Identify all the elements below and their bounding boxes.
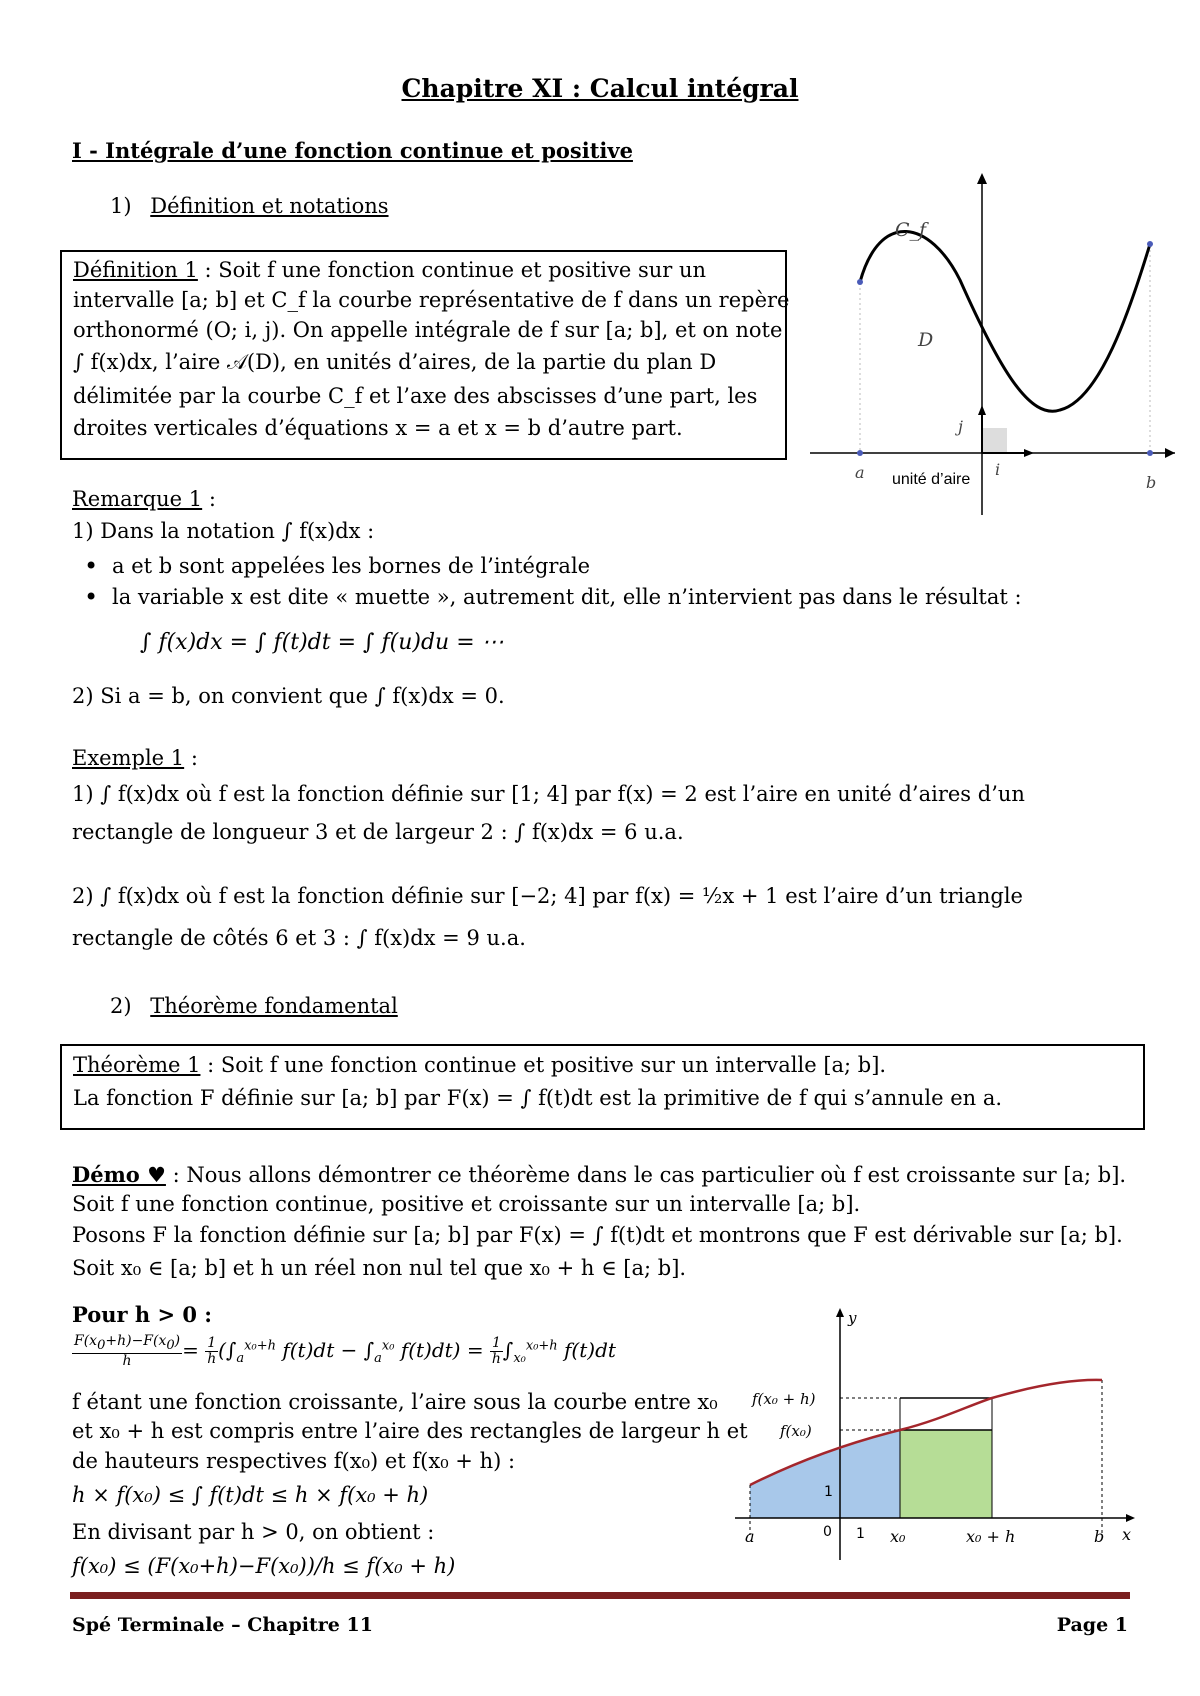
definition-box	[60, 250, 790, 460]
demo-p3: de hauteurs respectives f(x₀) et f(x₀ + h) :	[72, 1449, 516, 1473]
i-label: i	[995, 460, 1001, 479]
exemple-label: Exemple 1	[72, 746, 185, 770]
theorem-box	[60, 1044, 1145, 1130]
exemple-line-4: rectangle de côtés 6 et 3 : ∫ f(x)dx = 9 u.a.	[72, 926, 526, 950]
x-label: x	[1122, 1525, 1132, 1544]
cf-label: C_f	[895, 219, 927, 241]
subsection-number: 1)	[110, 194, 132, 218]
point-a	[857, 450, 863, 456]
subsection-title: Théorème fondamental	[150, 994, 398, 1018]
b-label: b	[1094, 1527, 1105, 1546]
x0-label: x₀	[890, 1527, 906, 1546]
exemple-line-1: 1) ∫ f(x)dx où f est la fonction définie sur [1; 4] par f(x) = 2 est l’aire en unité d’aires d’un	[72, 782, 1025, 806]
demo-line-4: Soit x₀ ∈ [a; b] et h un réel non nul tel que x₀ + h ∈ [a; b].	[72, 1256, 687, 1280]
demo-p1: f étant une fonction croissante, l’aire sous la courbe entre x₀	[72, 1390, 718, 1414]
pour-h-heading: Pour h > 0 :	[72, 1302, 213, 1327]
fxh-label: f(x₀ + h)	[752, 1390, 816, 1408]
subsection-1	[110, 194, 389, 218]
vector-j-arrow	[978, 405, 986, 415]
muette-formula: ∫ f(x)dx = ∫ f(t)dt = ∫ f(u)du = ⋯	[140, 630, 504, 655]
subsection-number: 2)	[110, 994, 132, 1018]
definition-label: Définition 1	[73, 258, 198, 282]
footer-left: Spé Terminale – Chapitre 11	[72, 1614, 373, 1636]
demo-line-3: Posons F la fonction définie sur [a; b] par F(x) = ∫ f(t)dt et montrons que F est dérivable sur [a; b].	[72, 1223, 1123, 1247]
demo-p5: En divisant par h > 0, on obtient :	[72, 1520, 435, 1544]
theorem-label: Théorème 1	[73, 1053, 201, 1077]
definition-figure	[800, 170, 1180, 520]
footer-page: Page 1	[1056, 1614, 1128, 1636]
demo-p4: h × f(x₀) ≤ ∫ f(t)dt ≤ h × f(x₀ + h)	[72, 1483, 429, 1507]
x-axis-arrow	[1126, 1514, 1135, 1522]
point-b-curve	[1147, 241, 1153, 247]
definition-line-4: ∫ f(x)dx, l’aire 𝒜(D), en unités d’aires, de la partie du plan D	[73, 350, 717, 374]
demo-label: Démo ♥	[72, 1162, 166, 1187]
definition-line-3: orthonormé (O; i, j). On appelle intégrale de f sur [a; b], et on note	[73, 318, 783, 342]
remarque-line-1: 1) Dans la notation ∫ f(x)dx :	[72, 519, 375, 543]
demo-line-1: : Nous allons démontrer ce théorème dans le cas particulier où f est croissante sur [a; b].	[165, 1163, 1127, 1187]
exemple-line-3: 2) ∫ f(x)dx où f est la fonction définie sur [−2; 4] par f(x) = ½x + 1 est l’aire d’un triangle	[72, 884, 1023, 908]
definition-line-5: délimitée par la courbe C_f et l’axe des abscisses d’une part, les	[73, 384, 758, 408]
vector-i-arrow	[1024, 449, 1034, 457]
theorem-line-2: La fonction F définie sur [a; b] par F(x) = ∫ f(t)dt est la primitive de f qui s’annule en a.	[73, 1086, 1003, 1110]
theorem-line	[73, 1053, 886, 1077]
page-title: Chapitre XI : Calcul intégral	[401, 74, 799, 103]
demo-p2: et x₀ + h est compris entre l’aire des rectangles de largeur h et	[72, 1419, 748, 1443]
y-axis-arrow	[977, 173, 987, 184]
definition-line	[73, 258, 706, 282]
a-label: a	[745, 1527, 755, 1546]
exemple-heading: Exemple 1 :	[72, 746, 198, 770]
definition-line-6: droites verticales d’équations x = a et x = b d’autre part.	[73, 416, 683, 440]
remarque-label: Remarque 1	[72, 487, 203, 511]
fx0-label: f(x₀)	[780, 1422, 812, 1440]
list-item: • a et b sont appelées les bornes de l’intégrale	[112, 554, 1022, 585]
exemple-line-2: rectangle de longueur 3 et de largeur 2 : ∫ f(x)dx = 6 u.a.	[72, 820, 684, 844]
point-b	[1147, 450, 1153, 456]
list-item: • la variable x est dite « muette », autrement dit, elle n’intervient pas dans le résultat :	[112, 585, 1022, 616]
unit-label: unité d’aire	[892, 471, 971, 488]
subsection-title: Définition et notations	[150, 194, 389, 218]
point-a-curve	[857, 279, 863, 285]
theorem-line-1: : Soit f une fonction continue et positive sur un intervalle [a; b].	[200, 1053, 887, 1077]
demo-line	[72, 1162, 1126, 1187]
subsection-2	[110, 994, 398, 1018]
y-label: y	[848, 1309, 857, 1327]
zero-label: 0	[823, 1524, 832, 1540]
y-axis-arrow	[836, 1308, 844, 1317]
x0h-label: x₀ + h	[966, 1527, 1016, 1546]
one-y-label: 1	[824, 1484, 833, 1500]
d-label: D	[918, 329, 934, 351]
remarque-heading: Remarque 1 :	[72, 487, 216, 511]
demo-line-2: Soit f une fonction continue, positive et croissante sur un intervalle [a; b].	[72, 1192, 861, 1216]
a-label: a	[855, 463, 865, 482]
one-x-label: 1	[856, 1526, 865, 1542]
definition-line-1: : Soit f une fonction continue et positive sur un	[197, 258, 707, 282]
curve-cf	[860, 231, 1150, 411]
demo-p6: f(x₀) ≤ (F(x₀+h)−F(x₀))/h ≤ f(x₀ + h)	[72, 1554, 456, 1578]
x-axis-arrow	[1165, 448, 1175, 458]
unit-area	[982, 428, 1007, 453]
remarque-line-2: 2) Si a = b, on convient que ∫ f(x)dx = 0.	[72, 684, 505, 708]
definition-line-2: intervalle [a; b] et C_f la courbe représentative de f dans un repère	[73, 288, 790, 312]
green-area	[900, 1430, 992, 1518]
quotient-equation: $\frac{F(x_0+h)-F(x_0)}{h}$ = $\frac{1}{h}$ ($\int_a^{x_0+h}$ $f(t)dt - \int_a^{x_0}$ f(t)dt) = $\frac{1}{h}$ $\int_{x_0}^{x_0+h}$ f(t)dt	[74, 1333, 616, 1369]
section-heading: I - Intégrale d’une fonction continue et positive	[72, 138, 633, 163]
b-label: b	[1146, 473, 1157, 492]
footer-rule	[70, 1592, 1130, 1599]
remarque-bullets	[112, 554, 1022, 616]
demo-figure	[730, 1305, 1140, 1575]
j-label: j	[958, 417, 963, 436]
